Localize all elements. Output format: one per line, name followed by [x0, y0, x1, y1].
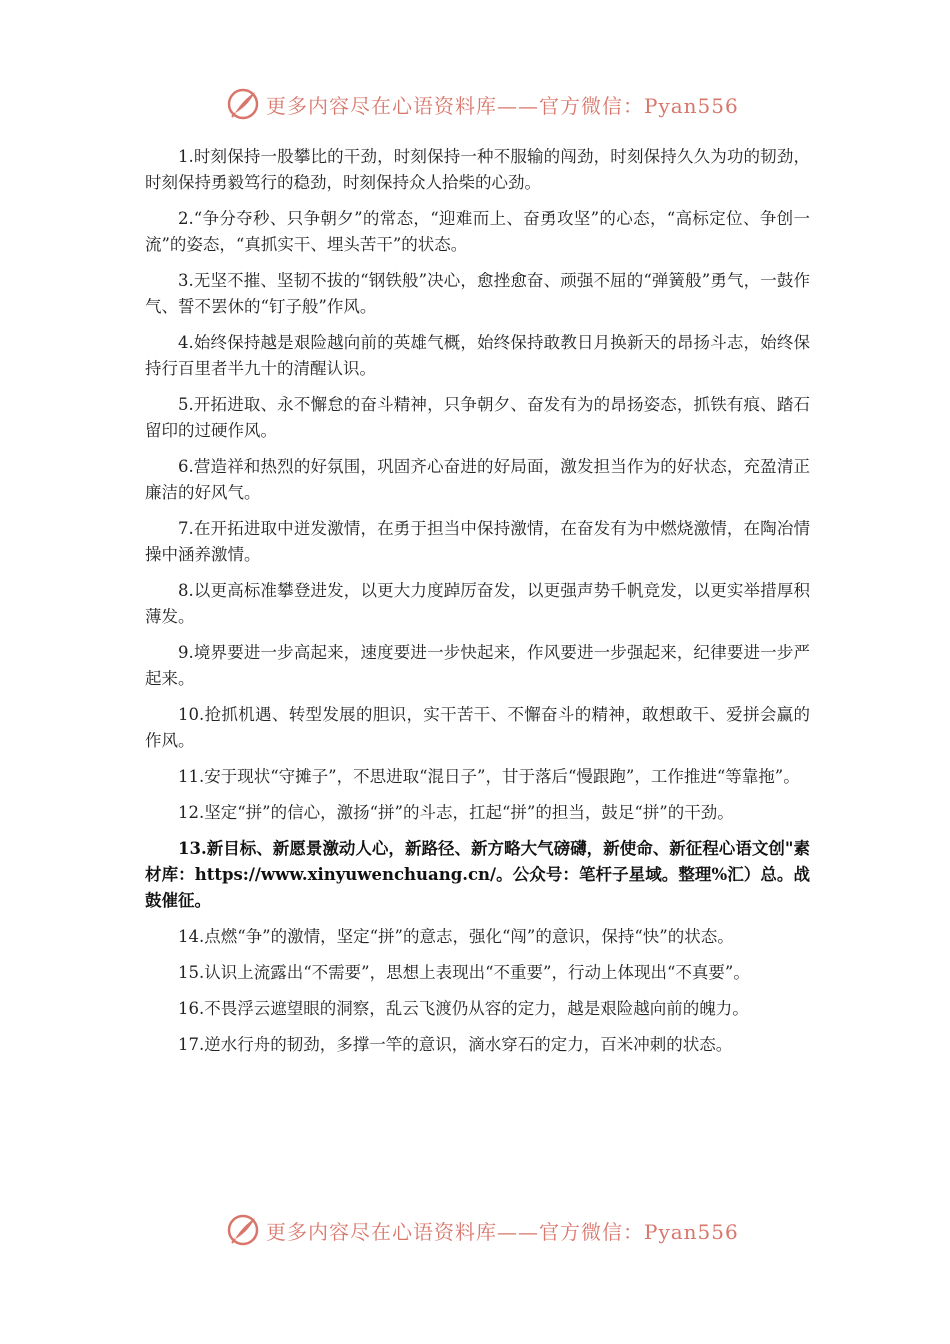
paragraph-item: 11.安于现状“守摊子”，不思进取“混日子”，甘于落后“慢跟跑”，工作推进“等靠拖”。 — [178, 767, 800, 786]
footer-banner — [226, 1212, 746, 1248]
footer-banner-text: 更多内容尽在心语资料库——官方微信：Pyan556 — [266, 1219, 739, 1244]
paragraph-item: 7.在开拓进取中迸发激情，在勇于担当中保持激情，在奋发有为中燃烧激情，在陶冶情操中涵养激情。 — [145, 519, 810, 564]
paragraph-item: 17.逆水行舟的韧劲，多撑一竿的意识，滴水穿石的定力，百米冲刺的状态。 — [178, 1035, 733, 1054]
paragraph-item: 4.始终保持越是艰险越向前的英雄气概，始终保持敢教日月换新天的昂扬斗志，始终保持行百里者半九十的清醒认识。 — [145, 333, 810, 378]
paragraph-item: 3.无坚不摧、坚韧不拔的“钢铁般”决心，愈挫愈奋、顽强不屈的“弹簧般”勇气，一鼓作气、誓不罢休的“钉子般”作风。 — [145, 271, 810, 316]
paragraph-item: 16.不畏浮云遮望眼的洞察，乱云飞渡仍从容的定力，越是艰险越向前的魄力。 — [178, 999, 749, 1018]
paragraph-item: 13.新目标、新愿景激动人心，新路径、新方略大气磅礴，新使命、新征程心语文创"素材库：https://www.xinyuwenchuang.cn/。公众号：笔杆子星域。整理%汇）总。战鼓催征。 — [145, 839, 810, 910]
paragraph-item: 15.认识上流露出“不需要”，思想上表现出“不重要”，行动上体现出“不真要”。 — [178, 963, 750, 982]
paragraph-item: 12.坚定“拼”的信心，激扬“拼”的斗志，扛起“拼”的担当，鼓足“拼”的干劲。 — [178, 803, 734, 822]
paragraph-item: 2.“争分夺秒、只争朝夕”的常态，“迎难而上、奋勇攻坚”的心态，“高标定位、争创一流”的姿态，“真抓实干、埋头苦干”的状态。 — [145, 209, 810, 254]
paragraph-list — [145, 144, 810, 1068]
paragraph-item: 6.营造祥和热烈的好氛围，巩固齐心奋进的好局面，激发担当作为的好状态，充盈清正廉洁的好风气。 — [145, 457, 810, 502]
paragraph-item: 8.以更高标准攀登进发，以更大力度踔厉奋发，以更强声势千帆竞发，以更实举措厚积薄发。 — [145, 581, 810, 626]
paragraph-item: 14.点燃“争”的激情，坚定“拼”的意志，强化“闯”的意识，保持“快”的状态。 — [178, 927, 734, 946]
paragraph-item: 9.境界要进一步高起来，速度要进一步快起来，作风要进一步强起来，纪律要进一步严起来。 — [145, 643, 810, 688]
quill-logo-icon — [226, 1213, 260, 1247]
paragraph-item: 5.开拓进取、永不懈怠的奋斗精神，只争朝夕、奋发有为的昂扬姿态，抓铁有痕、踏石留印的过硬作风。 — [145, 395, 810, 440]
header-banner — [226, 86, 746, 122]
paragraph-item: 10.抢抓机遇、转型发展的胆识，实干苦干、不懈奋斗的精神，敢想敢干、爱拼会赢的作风。 — [145, 705, 810, 750]
quill-logo-icon — [226, 87, 260, 121]
header-banner-text: 更多内容尽在心语资料库——官方微信：Pyan556 — [266, 93, 739, 118]
paragraph-item: 1.时刻保持一股攀比的干劲，时刻保持一种不服输的闯劲，时刻保持久久为功的韧劲，时刻保持勇毅笃行的稳劲，时刻保持众人拾柴的心劲。 — [145, 147, 810, 192]
